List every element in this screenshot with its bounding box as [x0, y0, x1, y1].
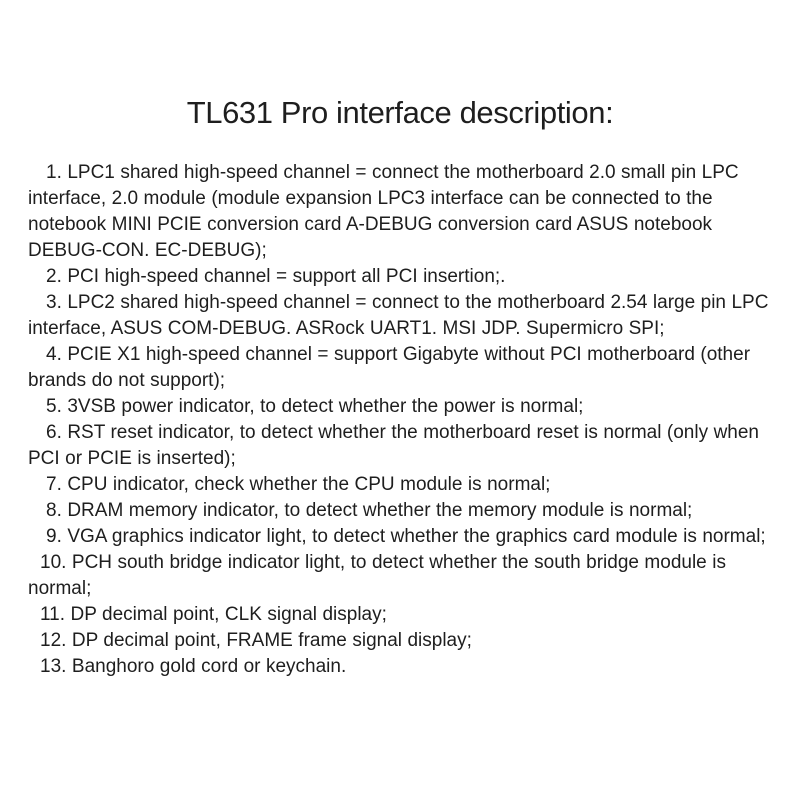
- list-item: 11. DP decimal point, CLK signal display;: [40, 604, 387, 625]
- list-item: 1. LPC1 shared high-speed channel = connect the motherboard 2.0 small pin LPC interface, 2.0 module (module expansion LPC3 interface can be connected to the notebook MINI PCIE conversion card A-DEBUG conversion card ASUS notebook DEBUG-CON. EC-DEBUG);: [28, 162, 739, 261]
- list-item: 10. PCH south bridge indicator light, to detect whether the south bridge module is normal;: [28, 552, 726, 599]
- list-item: 7. CPU indicator, check whether the CPU module is normal;: [46, 474, 551, 495]
- list-item: 4. PCIE X1 high-speed channel = support Gigabyte without PCI motherboard (other brands do not support);: [28, 344, 751, 391]
- list-item: 12. DP decimal point, FRAME frame signal display;: [40, 630, 472, 651]
- list-item: 8. DRAM memory indicator, to detect whether the memory module is normal;: [46, 500, 693, 521]
- list-item: 9. VGA graphics indicator light, to detect whether the graphics card module is normal;: [46, 526, 766, 547]
- list-item: 6. RST reset indicator, to detect whether the motherboard reset is normal (only when PCI or PCIE is inserted);: [28, 422, 759, 469]
- interface-description-list: [28, 160, 772, 680]
- list-item: 2. PCI high-speed channel = support all PCI insertion;.: [46, 266, 506, 287]
- list-item: 13. Banghoro gold cord or keychain.: [40, 656, 347, 677]
- page-title: TL631 Pro interface description:: [186, 95, 614, 130]
- list-item: 3. LPC2 shared high-speed channel = connect to the motherboard 2.54 large pin LPC interface, ASUS COM-DEBUG. ASRock UART1. MSI JDP. Supermicro SPI;: [28, 292, 769, 339]
- list-item: 5. 3VSB power indicator, to detect whether the power is normal;: [46, 396, 584, 417]
